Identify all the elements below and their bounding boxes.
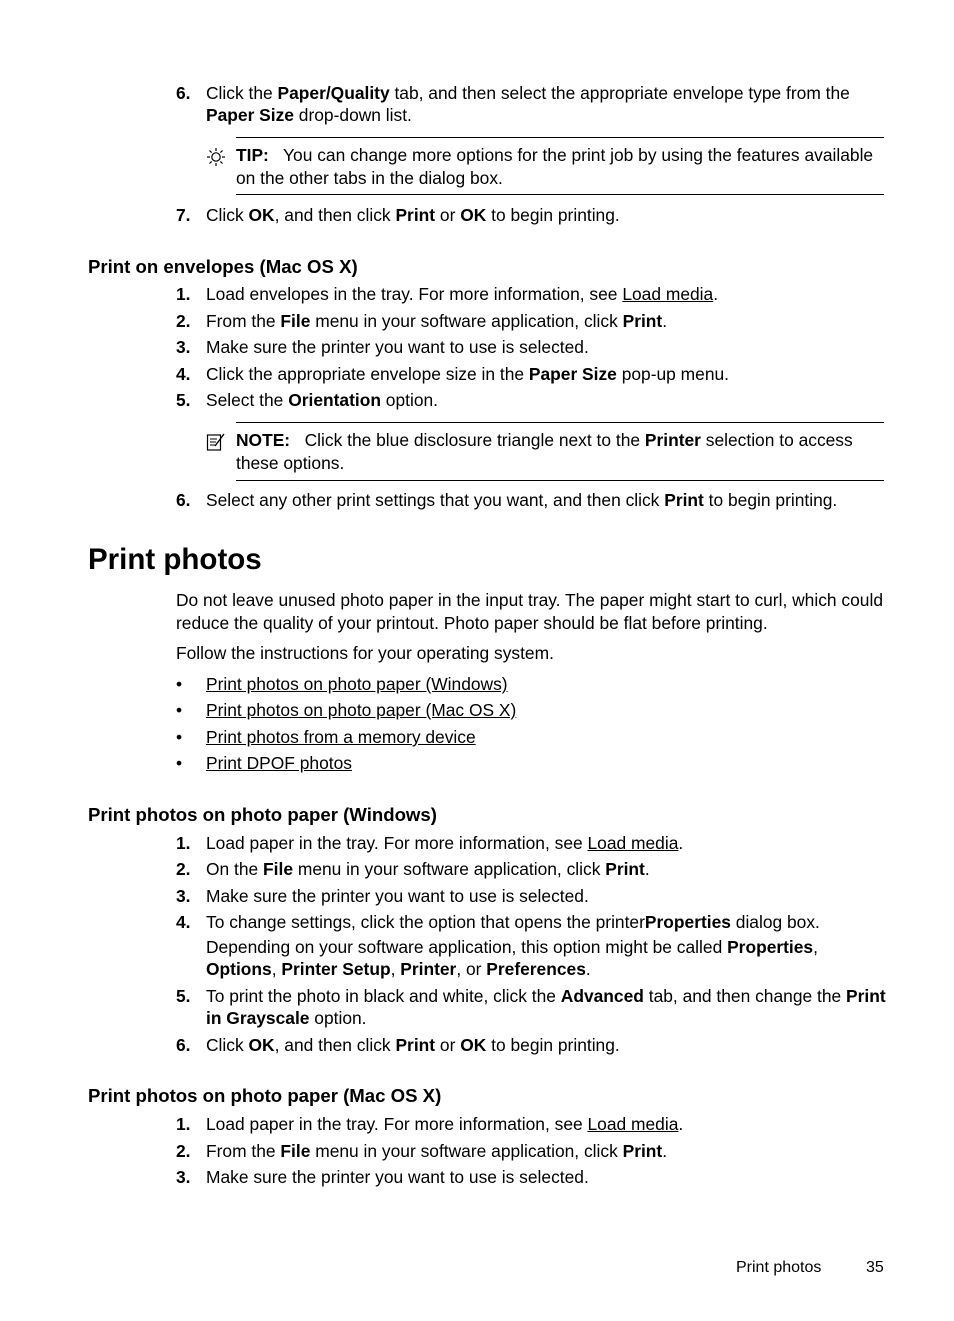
step-text: Make sure the printer you want to use is selected. — [206, 1167, 589, 1187]
link-dpof-photos[interactable]: Print DPOF photos — [206, 753, 352, 773]
step-text: From the File menu in your software application, click Print. — [206, 1141, 668, 1161]
heading-photos-mac: Print photos on photo paper (Mac OS X) — [88, 1085, 442, 1106]
step-number: 1. — [176, 284, 191, 304]
step-detail-text: Depending on your software application, this option might be called Properties, Options, Printer Setup, Printer, or Preferences. — [206, 937, 818, 979]
step-number: 2. — [176, 1141, 191, 1161]
step-number: 2. — [176, 311, 191, 331]
step-text: Click the Paper/Quality tab, and then select the appropriate envelope type from the Paper Size drop-down list. — [206, 83, 850, 125]
step-text: Select any other print settings that you want, and then click Print to begin printing. — [206, 490, 838, 510]
follow-instructions: Follow the instructions for your operating system. — [176, 643, 554, 663]
step-text: From the File menu in your software application, click Print. — [206, 311, 668, 331]
step-text: To print the photo in black and white, click the Advanced tab, and then change the Print in Grayscale option. — [206, 986, 886, 1028]
link-photo-paper-mac[interactable]: Print photos on photo paper (Mac OS X) — [206, 700, 517, 720]
note-top-rule — [236, 422, 884, 423]
tip-label: TIP: — [236, 145, 269, 165]
step-text: To change settings, click the option that opens the printerProperties dialog box. — [206, 912, 820, 932]
lightbulb-icon — [206, 147, 226, 167]
step-number: 7. — [176, 205, 191, 225]
footer-section-name: Print photos — [736, 1259, 822, 1276]
step-text: Click OK, and then click Print or OK to begin printing. — [206, 1035, 620, 1055]
step-text: Make sure the printer you want to use is selected. — [206, 886, 589, 906]
step-text: Select the Orientation option. — [206, 390, 438, 410]
heading-envelopes-mac: Print on envelopes (Mac OS X) — [88, 256, 358, 277]
step-text: Load paper in the tray. For more information, see Load media. — [206, 833, 684, 853]
bullet-glyph: • — [176, 700, 183, 720]
tip-top-rule — [236, 137, 884, 138]
step-text: Click the appropriate envelope size in the Paper Size pop-up menu. — [206, 364, 730, 384]
footer-page-number: 35 — [866, 1259, 884, 1276]
step-text: Load envelopes in the tray. For more information, see Load media. — [206, 284, 719, 304]
heading-photos-windows: Print photos on photo paper (Windows) — [88, 804, 437, 825]
note-label: NOTE: — [236, 430, 291, 450]
link-photo-paper-windows[interactable]: Print photos on photo paper (Windows) — [206, 674, 508, 694]
bullet-glyph: • — [176, 727, 183, 747]
step-text: Make sure the printer you want to use is selected. — [206, 337, 589, 357]
step-number: 2. — [176, 859, 191, 879]
note-pad-icon — [206, 432, 226, 452]
load-media-link[interactable]: Load media — [587, 1114, 679, 1134]
bullet-glyph: • — [176, 674, 183, 694]
step-number: 6. — [176, 490, 191, 510]
link-memory-device[interactable]: Print photos from a memory device — [206, 727, 476, 747]
step-text: On the File menu in your software application, click Print. — [206, 859, 650, 879]
step-number: 4. — [176, 912, 191, 932]
step-number: 1. — [176, 1114, 191, 1134]
tip-bottom-rule — [236, 194, 884, 195]
page-title-print-photos: Print photos — [88, 543, 262, 576]
step-number: 3. — [176, 337, 191, 357]
step-number: 3. — [176, 886, 191, 906]
note-text: NOTE: Click the blue disclosure triangle next to the Printer selection to access these options. — [236, 430, 853, 473]
step-text: Click OK, and then click Print or OK to begin printing. — [206, 205, 620, 225]
load-media-link[interactable]: Load media — [587, 833, 679, 853]
step-number: 3. — [176, 1167, 191, 1187]
step-number: 5. — [176, 390, 191, 410]
step-number: 6. — [176, 1035, 191, 1055]
note-bottom-rule — [236, 480, 884, 481]
step-number: 5. — [176, 986, 191, 1006]
step-number: 6. — [176, 83, 191, 103]
tip-text: TIP: You can change more options for the print job by using the features available on the other tabs in the dialog box. — [236, 145, 874, 188]
intro-paragraph: Do not leave unused photo paper in the input tray. The paper might start to curl, which could reduce the quality of your printout. Photo paper should be flat before printing. — [176, 590, 883, 633]
bullet-glyph: • — [176, 753, 183, 773]
load-media-link[interactable]: Load media — [622, 284, 714, 304]
step-number: 1. — [176, 833, 191, 853]
step-number: 4. — [176, 364, 191, 384]
step-text: Load paper in the tray. For more information, see Load media. — [206, 1114, 684, 1134]
